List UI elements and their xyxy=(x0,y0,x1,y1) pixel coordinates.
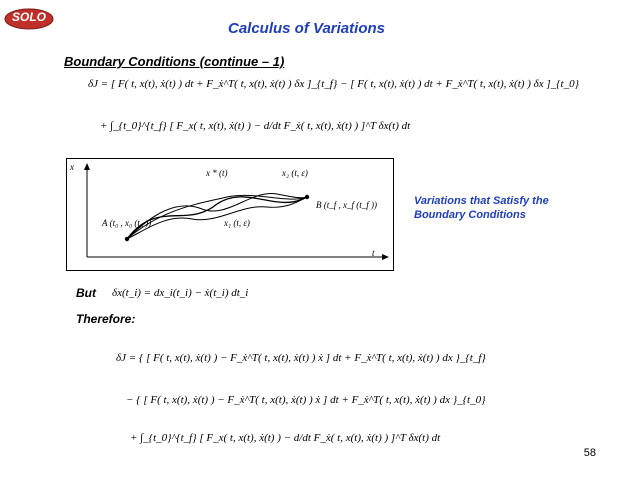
therefore-label: Therefore: xyxy=(76,312,136,326)
but-label: But xyxy=(76,286,96,300)
equation2-line2: − { [ F( t, x(t), ẋ(t) ) − F_ẋ^T( t, x(t), ẋ(t) ) ẋ ] dt + F_ẋ^T( t, x(t), ẋ(t) ) dx }_{t_0} xyxy=(126,394,486,406)
solo-logo-text: SOLO xyxy=(11,10,46,24)
caption-line-2: Boundary Conditions xyxy=(414,209,526,221)
x-axis-label: t xyxy=(372,248,375,258)
variation-lower-label: x₁ (t, ε) xyxy=(224,218,250,228)
x-axis-arrow xyxy=(382,254,389,260)
optimal-curve-label: x * (t) xyxy=(206,168,228,178)
equation1-line1: δJ = [ F( t, x(t), ẋ(t) ) dt + F_ẋ^T( t, x(t), ẋ(t) ) δx ]_{t_f} − [ F( t, x(t), ẋ(t) ) dt + F_ẋ^T( t, x(t), ẋ(t) ) δx ]_{t_0} xyxy=(88,78,579,90)
page-title: Calculus of Variations xyxy=(228,20,385,37)
caption-line-1: Variations that Satisfy the xyxy=(414,195,549,207)
variation-curve-1 xyxy=(127,193,307,239)
equation1-line2: + ∫_{t_0}^{t_f} [ F_x( t, x(t), ẋ(t) ) − d/dt F_ẋ( t, x(t), ẋ(t) ) ]^T δx(t) dt xyxy=(100,120,411,132)
equation2-line3: + ∫_{t_0}^{t_f} [ F_x( t, x(t), ẋ(t) ) − d/dt F_ẋ( t, x(t), ẋ(t) ) ]^T δx(t) dt xyxy=(130,432,441,444)
equation2-line1: δJ = { [ F( t, x(t), ẋ(t) ) − F_ẋ^T( t, x(t), ẋ(t) ) ẋ ] dt + F_ẋ^T( t, x(t), ẋ(t) ) dx }_{t_f} xyxy=(116,352,486,364)
page-number: 58 xyxy=(583,447,596,459)
y-axis-arrow xyxy=(84,163,90,170)
section-subtitle: Boundary Conditions (continue – 1) xyxy=(64,54,285,69)
variations-plot xyxy=(67,159,393,270)
point-a-marker xyxy=(125,237,129,241)
point-b-marker xyxy=(305,195,309,199)
figure-caption xyxy=(414,194,549,222)
y-axis-label: x xyxy=(70,162,74,172)
point-b-label: B (t_f , x_f (t_f )) xyxy=(316,200,377,210)
point-a-label: A (t₀ , x₀ (t₀ )) xyxy=(102,218,152,228)
but-equation: δx(t_i) = dx_i(t_i) − ẋ(t_i) dt_i xyxy=(112,287,249,299)
variations-figure xyxy=(66,158,394,271)
variation-upper-label: x₂ (t, ε) xyxy=(282,168,308,178)
